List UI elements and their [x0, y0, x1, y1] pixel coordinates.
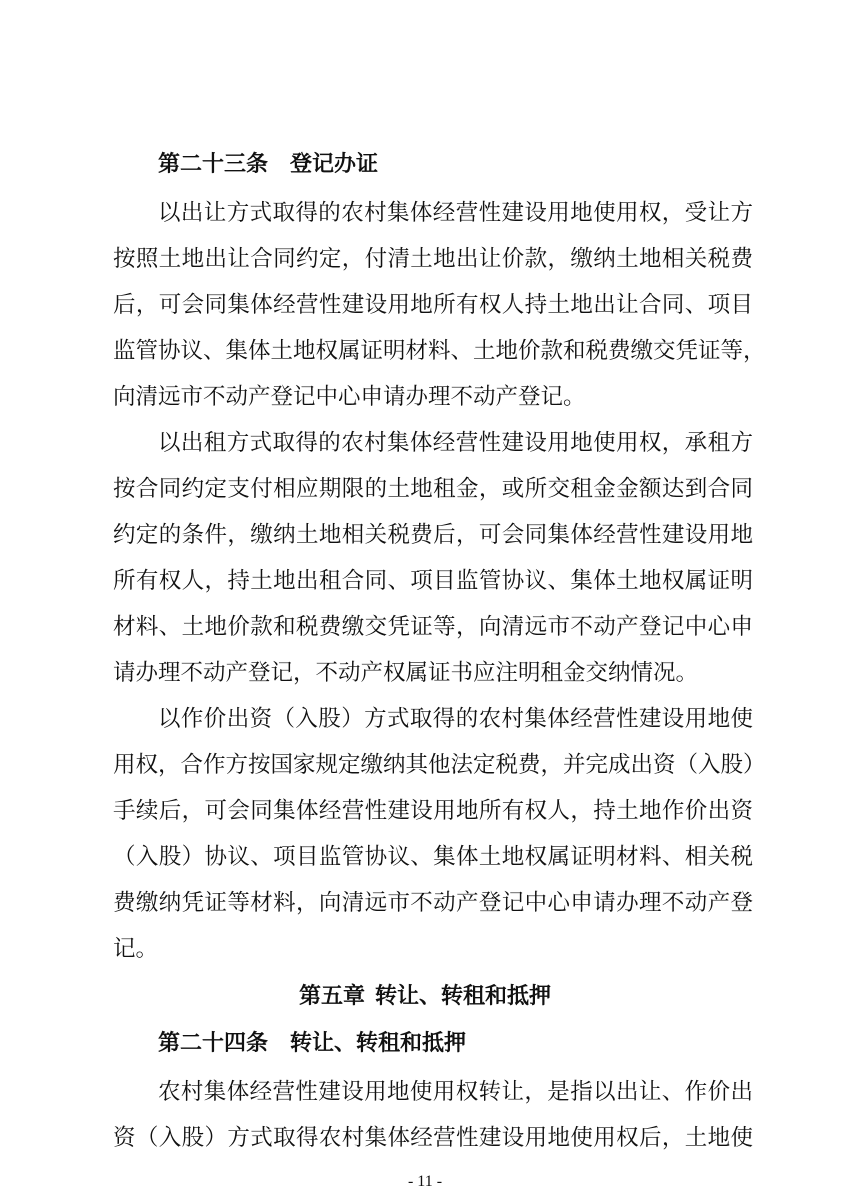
chapter-5-heading: [0, 983, 850, 1011]
paragraph-line: 资（入股）方式取得农村集体经营性建设用地使用权后，土地使: [113, 1125, 753, 1151]
paragraph-line: 请办理不动产登记，不动产权属证书应注明租金交纳情况。: [113, 660, 699, 686]
article-23-number: 第二十三条: [158, 152, 269, 177]
paragraph-line: 以出租方式取得的农村集体经营性建设用地使用权，承租方: [158, 430, 753, 456]
paragraph-line: 向清远市不动产登记中心申请办理不动产登记。: [113, 384, 586, 410]
paragraph-line: 约定的条件，缴纳土地相关税费后，可会同集体经营性建设用地: [113, 522, 753, 548]
paragraph-line: 按合同约定支付相应期限的土地租金，或所交租金金额达到合同: [113, 476, 753, 502]
paragraph-line: 监管协议、集体土地权属证明材料、土地价款和税费缴交凭证等，: [113, 338, 766, 364]
paragraph-line: 以出让方式取得的农村集体经营性建设用地使用权，受让方: [158, 200, 753, 226]
paragraph-line: （入股）协议、项目监管协议、集体土地权属证明材料、相关税: [113, 844, 753, 870]
paragraph-line: 材料、土地价款和税费缴交凭证等，向清远市不动产登记中心申: [113, 614, 753, 640]
paragraph-line: 按照土地出让合同约定，付清土地出让价款，缴纳土地相关税费: [113, 246, 753, 272]
article-23-heading: [158, 151, 753, 179]
paragraph-line: 记。: [113, 936, 159, 962]
paragraph-line: 以作价出资（入股）方式取得的农村集体经营性建设用地使: [158, 706, 753, 732]
page-number: - 11 -: [407, 1173, 443, 1190]
paragraph-line: 所有权人，持土地出租合同、项目监管协议、集体土地权属证明: [113, 568, 753, 594]
paragraph-line: 手续后，可会同集体经营性建设用地所有权人，持土地作价出资: [113, 798, 753, 824]
paragraph-line: 费缴纳凭证等材料，向清远市不动产登记中心申请办理不动产登: [113, 890, 753, 916]
article-24-heading: [158, 1030, 753, 1058]
article-24-title: 转让、转租和抵押: [290, 1031, 467, 1056]
article-23-title: 登记办证: [290, 152, 379, 177]
chapter-5-title: 转让、转租和抵押: [375, 984, 552, 1009]
paragraph-line: 用权，合作方按国家规定缴纳其他法定税费，并完成出资（入股）: [113, 752, 766, 778]
article-24-number: 第二十四条: [158, 1031, 269, 1056]
chapter-5-number: 第五章: [298, 984, 365, 1009]
paragraph-line: 农村集体经营性建设用地使用权转让，是指以出让、作价出: [158, 1079, 753, 1105]
paragraph-line: 后，可会同集体经营性建设用地所有权人持土地出让合同、项目: [113, 292, 753, 318]
